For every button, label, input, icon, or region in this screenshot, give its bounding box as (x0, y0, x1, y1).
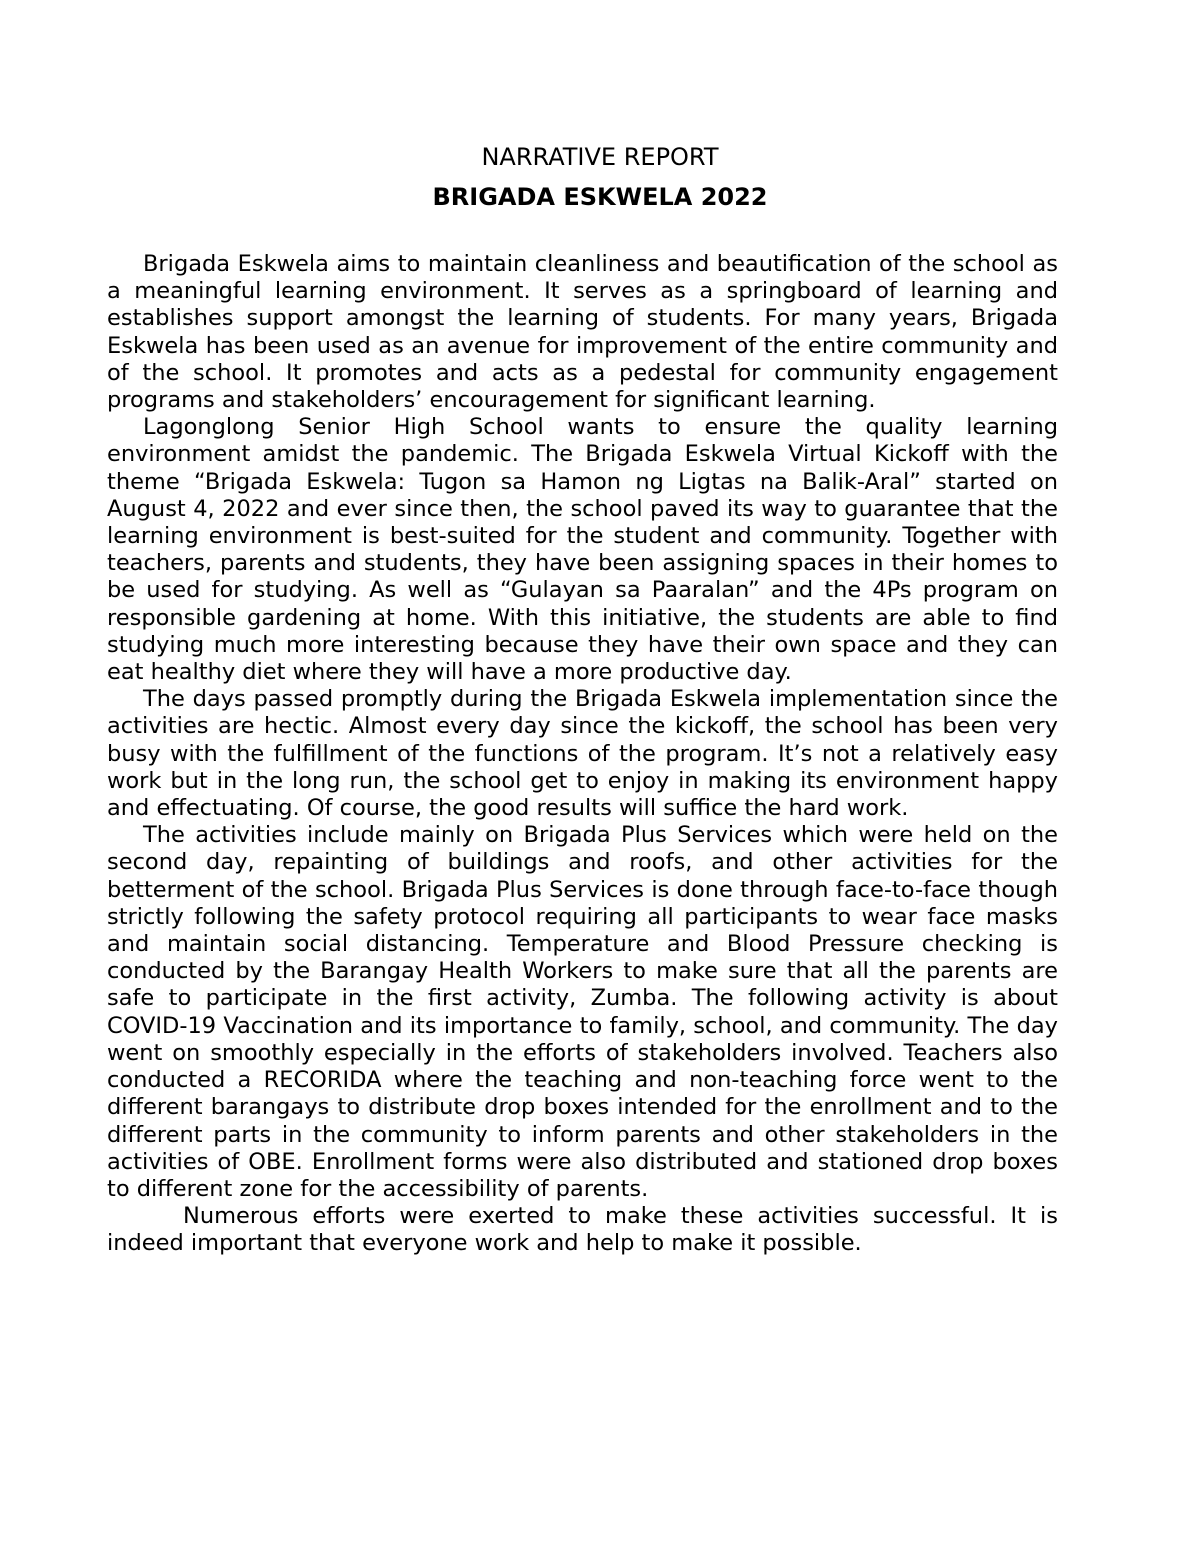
paragraph-implementation: The days passed promptly during the Brigada Eskwela implementation since the activities are hectic. Almost every day since the kickoff, the school has been very busy with the fulfillment of the functions of the program. It’s not a relatively easy work but in the long run, the school get to enjoy in making its environment happy and effectuating. Of course, the good results will suffice the hard work. (107, 686, 1058, 822)
paragraph-activities: The activities include mainly on Brigada Plus Services which were held on the second day, repainting of buildings and roofs, and other activities for the betterment of the school. Brigada Plus Services is done through face-to-face though strictly following the safety protocol requiring all participants to wear face masks and maintain social distancing. Temperature and Blood Pressure checking is conducted by the Barangay Health Workers to make sure that all the parents are safe to participate in the first activity, Zumba. The following activity is about COVID-19 Vaccination and its importance to family, school, and community. The day went on smoothly especially in the efforts of stakeholders involved. Teachers also conducted a RECORIDA where the teaching and non-teaching force went to the different barangays to distribute drop boxes intended for the enrollment and to the different parts in the community to inform parents and other stakeholders in the activities of OBE. Enrollment forms were also distributed and stationed drop boxes to different zone for the accessibility of parents. (107, 822, 1058, 1202)
report-subtitle: BRIGADA ESKWELA 2022 (432, 183, 768, 211)
paragraph-lagonglong: Lagonglong Senior High School wants to ensure the quality learning environment amidst the pandemic. The Brigada Eskwela Virtual Kickoff with the theme “Brigada Eskwela: Tugon sa Hamon ng Ligtas na Balik-Aral” started on August 4, 2022 and ever since then, the school paved its way to guarantee that the learning environment is best-suited for the student and community. Together with teachers, parents and students, they have been assigning spaces in their homes to be used for studying. As well as “Gulayan sa Paaralan” and the 4Ps program on responsible gardening at home. With this initiative, the students are able to find studying much more interesting because they have their own space and they can eat healthy diet where they will have a more productive day. (107, 414, 1058, 686)
report-title: NARRATIVE REPORT (481, 143, 719, 171)
paragraph-closing: Numerous efforts were exerted to make these activities successful. It is indeed important that everyone work and help to make it possible. (107, 1203, 1058, 1257)
report-body (107, 251, 1058, 1258)
paragraph-intro: Brigada Eskwela aims to maintain cleanliness and beautification of the school as a meaningful learning environment. It serves as a springboard of learning and establishes support amongst the learning of students. For many years, Brigada Eskwela has been used as an avenue for improvement of the entire community and of the school. It promotes and acts as a pedestal for community engagement programs and stakeholders’ encouragement for significant learning. (107, 251, 1058, 414)
